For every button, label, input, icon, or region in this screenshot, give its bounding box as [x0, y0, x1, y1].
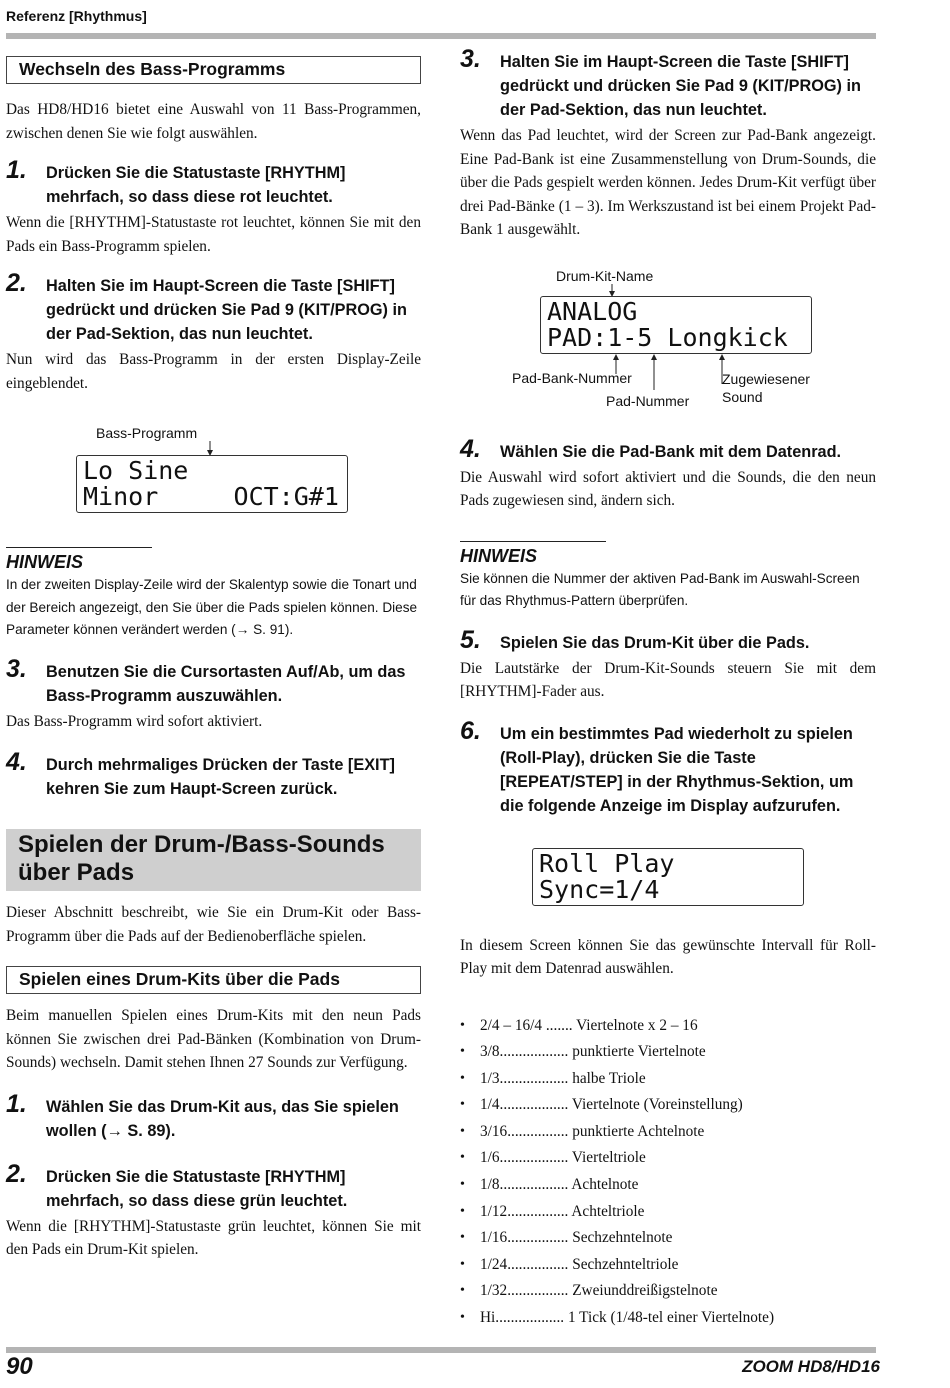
note-title: HINWEIS — [460, 545, 538, 566]
step-text: Wählen Sie die Pad-Bank mit dem Datenrad. — [500, 442, 842, 461]
note-rule — [460, 541, 606, 542]
step-text: Drücken Sie die Statustaste [RHYTHM] mehrfach, so dass diese grün leuchtet. — [46, 1167, 348, 1210]
step-number: 1. — [6, 1089, 27, 1118]
step-3 — [6, 654, 421, 708]
step-number: 2. — [6, 269, 27, 297]
page-number: 90 — [6, 1353, 33, 1380]
lcd-line-1: ANALOG — [547, 296, 638, 326]
section-title-pads: Spielen der Drum-/Bass-Sounds über Pads — [6, 829, 421, 891]
section-intro: Das HD8/HD16 bietet eine Auswahl von 11 Bass-Programmen, zwischen denen Sie wie folgt auswählen. — [6, 101, 421, 142]
lcd-display-drum-kit — [540, 296, 812, 354]
step-text: Um ein bestimmtes Pad wiederholt zu spielen (Roll-Play), drücken Sie die Taste [REPEAT/STEP] in der Rhythmus-Sektion, um die folgende Anzeige im Display aufzurufen. — [500, 724, 854, 815]
list-item: • 1/3.................. halbe Triole — [460, 1066, 876, 1093]
step-body: Die Auswahl wird sofort aktiviert und die Sounds, die den neun Pads zugewiesen sind, ändern sich. — [460, 468, 876, 509]
section-title-drum-kit: Spielen eines Drum-Kits über die Pads — [6, 966, 421, 994]
step-4 — [460, 434, 876, 464]
step-number: 3. — [6, 654, 27, 683]
interval-list — [460, 1013, 876, 1332]
step-body: Wenn die [RHYTHM]-Statustaste grün leuchtet, können Sie mit den Pads ein Drum-Kit spielen. — [6, 1217, 421, 1258]
lcd-figure-drum-kit — [460, 268, 876, 414]
list-item: • 2/4 – 16/4 ....... Viertelnote x 2 – 16 — [460, 1013, 876, 1040]
caption-pad-number: Pad-Nummer — [606, 392, 690, 409]
step-body: Die Lautstärke der Drum-Kit-Sounds steuern Sie mit dem [RHYTHM]-Fader aus. — [460, 659, 876, 700]
lcd-line-1: Lo Sine — [83, 456, 189, 485]
caption-line: Zugewiesener — [722, 370, 810, 387]
caption-drum-kit-name: Drum-Kit-Name — [556, 267, 654, 284]
note-title: HINWEIS — [6, 552, 84, 572]
lcd-line-1: Roll Play — [539, 848, 675, 878]
caption-assigned-sound — [722, 370, 810, 406]
section-intro: Beim manuellen Spielen eines Drum-Kits mit den neun Pads können Sie zwischen drei Pad-Bänken (Kombination von Drum-Sounds) wechseln. Damit stehen Ihnen 27 Sounds zur Verfügung. — [6, 1007, 421, 1071]
lcd-line-2: PAD:1-5 Longkick — [547, 322, 788, 352]
step-text: Halten Sie im Haupt-Screen die Taste [SHIFT] gedrückt und drücken Sie Pad 9 (KIT/PROG) in der Pad-Sektion, das nun leuchtet. — [500, 53, 861, 119]
note-rule — [6, 547, 152, 548]
list-item: • 1/4.................. Viertelnote (Voreinstellung) — [460, 1092, 876, 1119]
note-text: Sie können die Nummer der aktiven Pad-Bank im Auswahl-Screen für das Rhythmus-Pattern überprüfen. — [460, 570, 860, 608]
list-item: • 1/8.................. Achtelnote — [460, 1172, 876, 1199]
lcd-display-bass — [76, 455, 348, 513]
step-2 — [6, 1159, 421, 1213]
step-text: Spielen Sie das Drum-Kit über die Pads. — [500, 633, 810, 652]
step-text: Halten Sie im Haupt-Screen die Taste [SHIFT] gedrückt und drücken Sie Pad 9 (KIT/PROG) in der Pad-Sektion, das nun leuchtet. — [46, 277, 407, 343]
step-text: Wählen Sie das Drum-Kit aus, das Sie spielen wollen (→ S. 89). — [46, 1097, 399, 1140]
step-3 — [460, 45, 876, 122]
step-text: Durch mehrmaliges Drücken der Taste [EXIT] kehren Sie zum Haupt-Screen zurück. — [46, 756, 395, 798]
caption-pad-bank-number: Pad-Bank-Nummer — [512, 369, 632, 386]
step-body: Wenn die [RHYTHM]-Statustaste rot leuchtet, können Sie mit den Pads ein Bass-Programm spielen. — [6, 214, 421, 255]
step-number: 4. — [6, 748, 27, 776]
caption-bass-program: Bass-Programm — [96, 425, 198, 441]
left-column — [6, 40, 421, 1262]
list-item: • 3/8.................. punktierte Viertelnote — [460, 1039, 876, 1066]
section-intro: Dieser Abschnitt beschreibt, wie Sie ein Drum-Kit oder Bass-Programm über die Pads auf der Bedienoberfläche spielen. — [6, 904, 421, 945]
list-item: • 1/24................ Sechzehnteltriole — [460, 1252, 876, 1279]
step-number: 6. — [460, 716, 481, 745]
roll-play-description: In diesem Screen können Sie das gewünschte Intervall für Roll-Play mit dem Datenrad auswählen. — [460, 936, 876, 977]
step-body: Das Bass-Programm wird sofort aktiviert. — [6, 712, 263, 730]
list-item: • 1/16................ Sechzehntelnote — [460, 1225, 876, 1252]
step-number: 4. — [460, 434, 481, 463]
step-4 — [6, 748, 421, 801]
list-item: • 1/32................ Zweiunddreißigstelnote — [460, 1278, 876, 1305]
caption-line: Sound — [722, 388, 763, 405]
step-text: Drücken Sie die Statustaste [RHYTHM] mehrfach, so dass diese rot leuchtet. — [46, 164, 346, 206]
step-number: 5. — [460, 625, 481, 654]
running-header: Referenz [Rhythmus] — [6, 8, 147, 24]
list-item: • 1/12................ Achteltriole — [460, 1199, 876, 1226]
step-2 — [6, 269, 421, 346]
note-box — [460, 541, 876, 613]
lcd-line-2: Minor OCT:G#1 — [83, 482, 339, 511]
note-box — [6, 547, 421, 642]
footer-model: ZOOM HD8/HD16 — [742, 1357, 880, 1376]
lcd-line-2: Sync=1/4 — [539, 874, 660, 904]
lcd-figure-bass — [6, 425, 421, 521]
step-number: 3. — [460, 45, 481, 73]
list-item: • 3/16................ punktierte Achtelnote — [460, 1119, 876, 1146]
step-1 — [6, 1089, 421, 1143]
section-title-bass-programs: Wechseln des Bass-Programms — [6, 56, 421, 84]
step-number: 2. — [6, 1159, 27, 1188]
footer-rule — [6, 1347, 876, 1353]
step-5 — [460, 625, 876, 655]
list-item: • 1/6.................. Vierteltriole — [460, 1145, 876, 1172]
right-column — [460, 40, 876, 1332]
list-item: • Hi.................. 1 Tick (1/48-tel einer Viertelnote) — [460, 1305, 876, 1332]
step-text: Benutzen Sie die Cursortasten Auf/Ab, um das Bass-Programm auszuwählen. — [46, 662, 406, 705]
step-number: 1. — [6, 156, 27, 184]
note-text: In der zweiten Display-Zeile wird der Skalentyp sowie die Tonart und der Bereich angezeigt, den Sie über die Pads spielen können. Diese Parameter können verändert werden (→ S. 91). — [6, 577, 418, 637]
step-body: Wenn das Pad leuchtet, wird der Screen zur Pad-Bank angezeigt. Eine Pad-Bank ist eine Zusammenstellung von Drum-Sounds, die über die Pads gespielt werden können. Jedes Drum-Kit verfügt über drei Pad-Bänke (1 – 3). Im Werkszustand ist bei einem Projekt Pad-Bank 1 ausgewählt. — [460, 127, 876, 238]
step-1 — [6, 156, 421, 209]
step-body: Nun wird das Bass-Programm in der ersten Display-Zeile eingeblendet. — [6, 351, 421, 392]
step-6 — [460, 716, 876, 818]
header-rule — [6, 33, 876, 39]
lcd-display-roll-play — [532, 848, 804, 906]
